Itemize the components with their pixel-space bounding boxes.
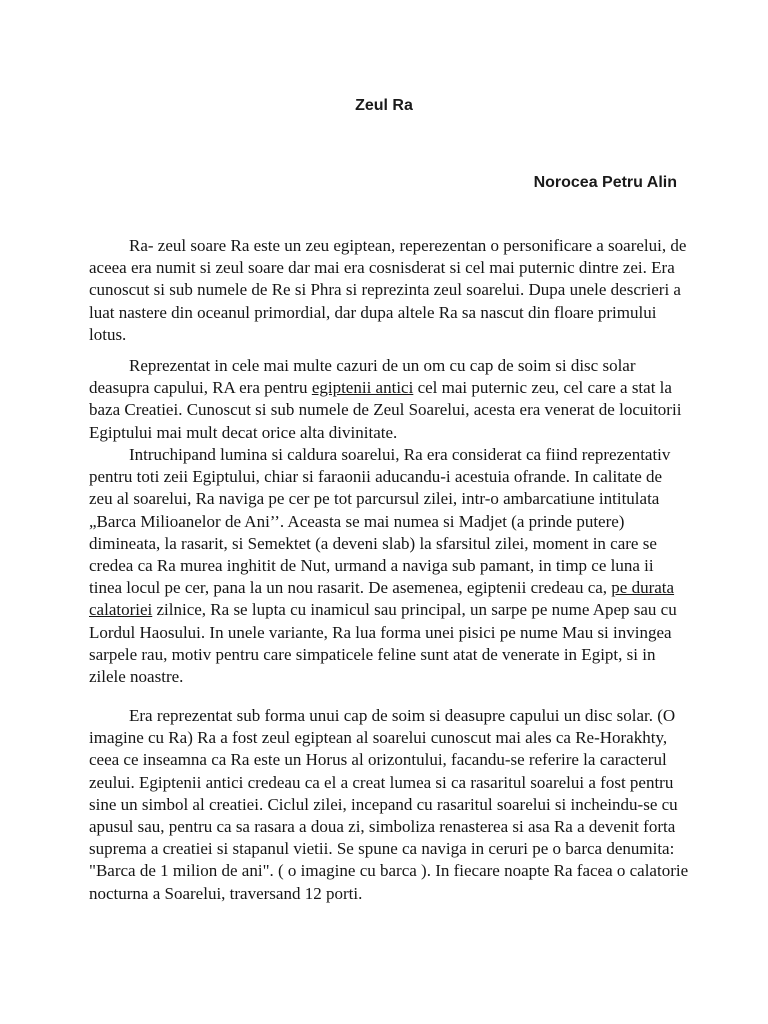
paragraph-3-text-before: Intruchipand lumina si caldura soarelui, Ra era considerat ca fiind reprezentativ pentru toti zeii Egiptului, chiar si faraonii aducandu-i acestuia ofrande. In calitate de zeu al soarelui, Ra naviga pe cer pe tot parcursul zilei, intr-o ambarcatiune intitulata „Barca Milioanelor de Ani’’. Aceasta se mai numea si Madjet (a prinde putere) dimineata, la rasarit, si Semektet (a deveni slab) la sfarsitul zilei, moment in care se credea ca Ra murea inghitit de Nut, urmand a naviga sub pamant, in timp ce luna ii tinea locul pe cer, pana la un nou rasarit. De asemenea, egiptenii credeau ca, — [89, 445, 671, 598]
paragraph-3 — [89, 444, 689, 688]
link-pe-durata-calatoriei[interactable]: pe durata calatoriei — [89, 578, 675, 620]
paragraph-1 — [89, 235, 689, 346]
document-title: Zeul Ra — [355, 97, 413, 114]
paragraph-4-text: Era reprezentat sub forma unui cap de soim si deasupre capului un disc solar. (O imagine cu Ra) Ra a fost zeul egiptean al soarelui cunoscut mai ales ca Re-Horakhty, ceea ce inseamna ca Ra este un Horus al orizontului, facandu-se referire la caracterul zeului. Egiptenii antici credeau ca el a creat lumea si ca rasaritul soarelui a fost pentru sine un simbol al creatiei. Ciclul zilei, incepand cu rasaritul soarelui si incheindu-se cu apusul sau, pentru ca sa rasara a doua zi, simboliza renasterea si asa Ra a devenit forta suprema a creatiei si stapanul vietii. Se spune ca naviga in ceruri pe o barca denumita: "Barca de 1 milion de ani". ( o imagine cu barca ). In fiecare noapte Ra facea o calatorie nocturna a Soarelui, traversand 12 porti. — [89, 706, 689, 903]
paragraph-1-text: Ra- zeul soare Ra este un zeu egiptean, reperezentan o personificare a soarelui, de aceea era numit si zeul soare dar mai era cosnisderat si cel mai puternic dintre zei. Era cunoscut si sub numele de Re si Phra si reprezinta zeul soarelui. Dupa unele descrieri a luat nastere din oceanul primordial, dar dupa altele Ra sa nascut din floare primului lotus. — [89, 236, 687, 344]
paragraph-2-text-before: Reprezentat in cele mai multe cazuri de un om cu cap de soim si disc solar deasupra capului, RA era pentru — [89, 356, 636, 398]
paragraph-2-text-after: cel mai puternic zeu, cel care a stat la baza Creatiei. Cunoscut si sub numele de Zeul Soarelui, acesta era venerat de locuitorii Egiptului mai mult decat orice alta divinitate. — [89, 378, 682, 442]
paragraph-4 — [89, 705, 689, 905]
document-author: Norocea Petru Alin — [533, 174, 677, 191]
paragraph-2-text — [89, 355, 689, 444]
paragraph-3-text-after: zilnice, Ra se lupta cu inamicul sau principal, un sarpe pe nume Apep sau cu Lordul Haosului. In unele variante, Ra lua forma unei pisici pe nume Mau si invingea sarpele rau, motiv pentru care simpaticele feline sunt atat de venerate in Egipt, si in zilele noastre. — [89, 600, 677, 687]
link-egiptenii-antici[interactable]: egiptenii antici — [311, 378, 414, 398]
paragraph-3-text — [89, 444, 689, 688]
paragraph-2 — [89, 355, 689, 444]
